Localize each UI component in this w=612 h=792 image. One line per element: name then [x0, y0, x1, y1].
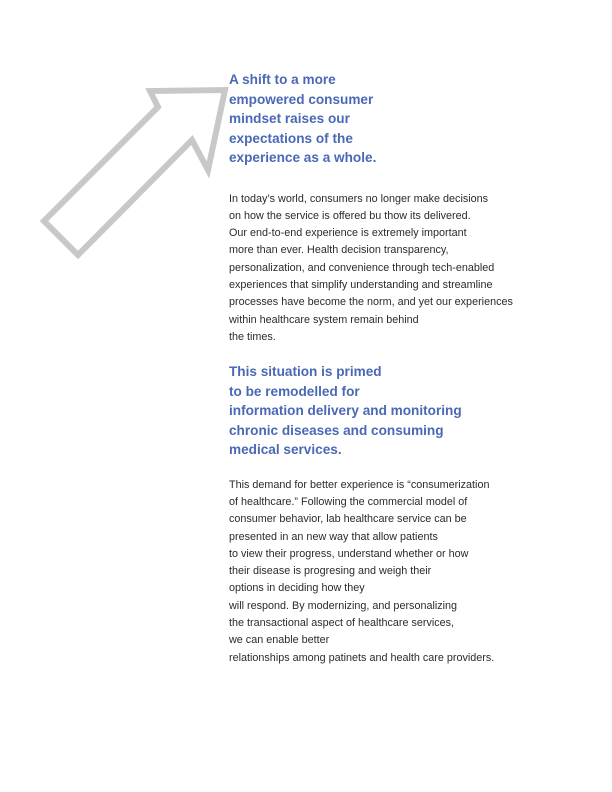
article-content — [229, 70, 589, 667]
paragraph-line: more than ever. Health decision transparency, — [229, 244, 449, 257]
section1-paragraph — [229, 191, 589, 347]
paragraph-line: In today’s world, consumers no longer make decisions — [229, 192, 489, 205]
heading-line: chronic diseases and consuming — [229, 422, 444, 438]
heading-line: to be remodelled for — [229, 383, 360, 399]
heading-line: empowered consumer — [229, 91, 374, 107]
heading-line: information delivery and monitoring — [229, 403, 462, 419]
paragraph-line: relationships among patinets and health care providers. — [229, 651, 495, 664]
paragraph-line: processes have become the norm, and yet our experiences — [229, 296, 513, 309]
heading-line: This situation is primed — [229, 364, 382, 380]
heading-line: medical services. — [229, 442, 342, 458]
paragraph-line: the transactional aspect of healthcare services, — [229, 617, 455, 630]
paragraph-line: personalization, and convenience through tech-enabled — [229, 261, 495, 274]
heading-line: experience as a whole. — [229, 150, 377, 165]
paragraph-line: on how the service is offered bu thow its delivered. — [229, 209, 471, 222]
paragraph-line: of healthcare.” Following the commercial model of — [229, 495, 468, 508]
paragraph-line: the times. — [229, 330, 276, 343]
paragraph-line: we can enable better — [229, 634, 330, 647]
heading-line: mindset raises our — [229, 111, 350, 126]
heading-line: A shift to a more — [229, 72, 336, 87]
paragraph-line: within healthcare system remain behind — [229, 313, 419, 326]
paragraph-line: their disease is progresing and weigh their — [229, 565, 432, 578]
paragraph-line: presented in an new way that allow patients — [229, 530, 438, 543]
section2-heading — [229, 362, 589, 460]
paragraph-line: Our end-to-end experience is extremely important — [229, 227, 467, 240]
section2-paragraph — [229, 477, 589, 667]
paragraph-line: options in deciding how they — [229, 582, 365, 595]
paragraph-line: consumer behavior, lab healthcare service can be — [229, 513, 467, 526]
heading-line: expectations of the — [229, 130, 353, 146]
paragraph-line: will respond. By modernizing, and personalizing — [229, 599, 458, 612]
paragraph-line: This demand for better experience is “consumerization — [229, 478, 490, 491]
section1-heading — [229, 70, 589, 168]
paragraph-line: experiences that simplify understanding and streamline — [229, 278, 493, 291]
paragraph-line: to view their progress, understand whether or how — [229, 547, 469, 560]
